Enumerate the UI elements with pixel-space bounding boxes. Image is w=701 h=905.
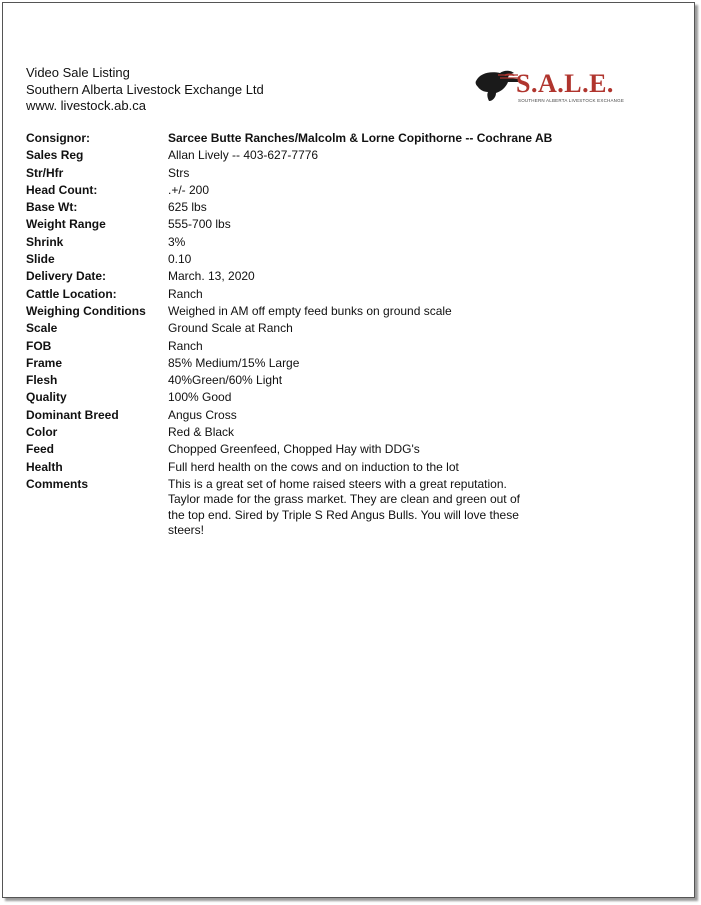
field-value: Ground Scale at Ranch bbox=[168, 321, 293, 336]
field-label: Head Count: bbox=[26, 182, 98, 197]
field-label: FOB bbox=[26, 338, 52, 353]
field-value: Angus Cross bbox=[168, 407, 237, 422]
field-value: 40%Green/60% Light bbox=[168, 373, 283, 388]
field-value: 625 lbs bbox=[168, 200, 207, 215]
field-value: Weighed in AM off empty feed bunks on ground scale bbox=[168, 303, 452, 318]
bull-head-icon bbox=[474, 67, 520, 107]
listing-row bbox=[26, 476, 686, 539]
field-label: Scale bbox=[26, 321, 58, 336]
listing-row bbox=[26, 441, 686, 458]
field-label: Sales Reg bbox=[26, 148, 84, 163]
listing-row bbox=[26, 234, 686, 251]
listing-row bbox=[26, 199, 686, 216]
field-value: March. 13, 2020 bbox=[168, 269, 255, 284]
field-value: Ranch bbox=[168, 338, 203, 353]
field-label: Flesh bbox=[26, 373, 58, 388]
field-value: 85% Medium/15% Large bbox=[168, 355, 300, 370]
logo-text: S.A.L.E. bbox=[516, 69, 614, 98]
listing-row bbox=[26, 424, 686, 441]
field-label: Weight Range bbox=[26, 217, 106, 232]
field-label: Weighing Conditions bbox=[26, 303, 146, 318]
sale-logo bbox=[474, 67, 625, 107]
listing-row bbox=[26, 216, 686, 233]
field-value: 3% bbox=[168, 234, 186, 249]
field-value: Sarcee Butte Ranches/Malcolm & Lorne Copithorne -- Cochrane AB bbox=[168, 131, 553, 145]
listing-row bbox=[26, 251, 686, 268]
field-value: Chopped Greenfeed, Chopped Hay with DDG's bbox=[168, 442, 420, 457]
listing-type: Video Sale Listing bbox=[26, 65, 130, 80]
field-value: This is a great set of home raised steers with a great reputation. Taylor made for the grass market. They are clean and green out of the top end. Sired by Triple S Red Angus Bulls. You will love these steers! bbox=[168, 476, 520, 538]
field-label: Shrink bbox=[26, 234, 64, 249]
listing-row bbox=[26, 286, 686, 303]
field-label: Dominant Breed bbox=[26, 407, 119, 422]
field-label: Feed bbox=[26, 442, 55, 457]
listing-row bbox=[26, 372, 686, 389]
field-label: Comments bbox=[26, 476, 89, 491]
listing-row bbox=[26, 320, 686, 337]
listing-row bbox=[26, 338, 686, 355]
document-header bbox=[26, 65, 264, 115]
listing-row bbox=[26, 147, 686, 164]
document-page bbox=[2, 2, 695, 898]
listing-row bbox=[26, 130, 686, 147]
field-value: Red & Black bbox=[168, 425, 235, 440]
logo-subtitle: SOUTHERN ALBERTA LIVESTOCK EXCHANGE bbox=[518, 98, 625, 103]
listing-row bbox=[26, 165, 686, 182]
field-label: Base Wt: bbox=[26, 200, 78, 215]
field-value: Strs bbox=[168, 165, 190, 180]
listing-row bbox=[26, 303, 686, 320]
company-name: Southern Alberta Livestock Exchange Ltd bbox=[26, 81, 264, 97]
field-value: 100% Good bbox=[168, 390, 232, 405]
field-value: Full herd health on the cows and on induction to the lot bbox=[168, 459, 459, 474]
field-value: 555-700 lbs bbox=[168, 217, 231, 232]
field-value: 0.10 bbox=[168, 252, 192, 267]
field-label: Quality bbox=[26, 390, 67, 405]
listing-row bbox=[26, 268, 686, 285]
field-label: Color bbox=[26, 425, 58, 440]
listing-row bbox=[26, 459, 686, 476]
listing-details bbox=[26, 130, 686, 539]
field-value: Allan Lively -- 403-627-7776 bbox=[168, 148, 319, 163]
listing-row bbox=[26, 182, 686, 199]
field-value: Ranch bbox=[168, 286, 203, 301]
listing-row bbox=[26, 389, 686, 406]
listing-row bbox=[26, 355, 686, 372]
field-value: .+/- 200 bbox=[168, 182, 210, 197]
field-label: Str/Hfr bbox=[26, 165, 64, 180]
field-label: Frame bbox=[26, 355, 63, 370]
listing-row bbox=[26, 407, 686, 424]
field-label: Delivery Date: bbox=[26, 269, 107, 284]
field-label: Consignor: bbox=[26, 131, 90, 145]
field-label: Health bbox=[26, 459, 63, 474]
field-label: Cattle Location: bbox=[26, 286, 117, 301]
website-link[interactable]: www. livestock.ab.ca bbox=[26, 98, 146, 113]
field-label: Slide bbox=[26, 252, 55, 267]
